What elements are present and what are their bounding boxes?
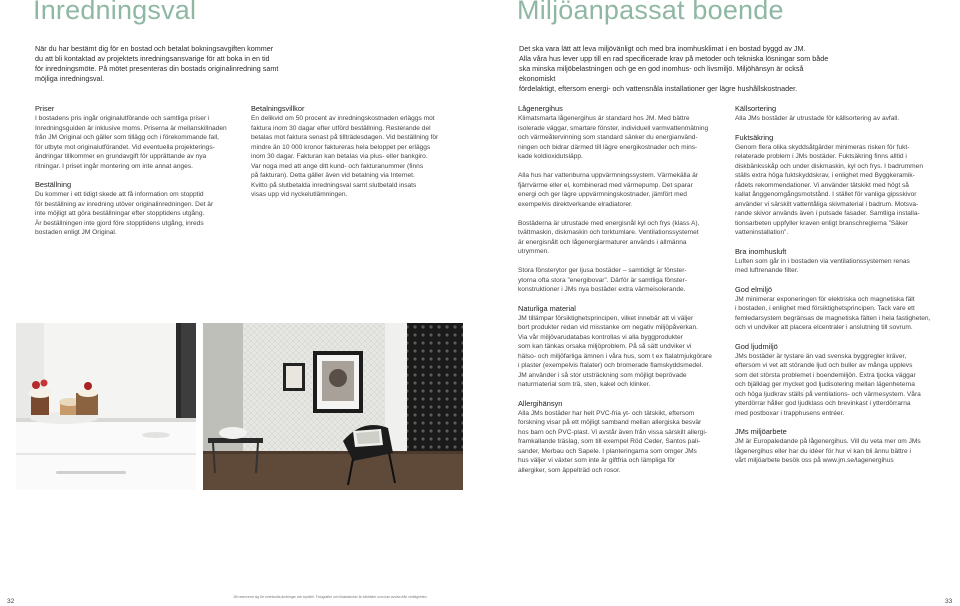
text-line: Stora fönsterytor ger ljusa bostäder – samtidigt är fönster- — [518, 267, 687, 274]
text-line: Alla hus har vattenburna uppvärmningssystem. Värmekälla är — [518, 172, 698, 179]
text-line: Inredningsguiden är inklusive moms. Priserna är mellanskillnaden — [35, 124, 227, 132]
section-heading: Fuktsäkring — [735, 132, 774, 142]
right-column-3 — [518, 104, 726, 484]
text-line: Genom flera olika skyddsåtgärder minimeras risken för fukt- — [735, 143, 910, 151]
section-naturliga-material — [518, 304, 726, 390]
right-intro — [519, 44, 839, 94]
text-line: diskbänksskåp och under diskmaskin, kyl och frys. I badrummen — [735, 162, 924, 170]
text-line: exempelvis direktverkande elradiatorer. — [518, 200, 633, 208]
section-heading: God ljudmiljö — [735, 341, 778, 351]
paragraph — [518, 171, 726, 209]
paragraph — [518, 219, 726, 257]
text-line: ytorna ofta stora ”energibovar”. Därför är samtliga fönster- — [518, 276, 687, 284]
text-line: hos barn och PVC-plast. Vi avstår även från vissa särskilt allergi- — [518, 428, 707, 436]
text-line: rande skivor används även i putsade fasader. Samtliga installa- — [735, 210, 920, 217]
left-column-1 — [35, 104, 240, 247]
text-line: och värmeåtervinning som standard sänker du energianvänd- — [518, 134, 698, 141]
text-line: tvättmaskin, diskmaskin och torktumlare. Ventilationssystemet — [518, 229, 699, 236]
section-heading: Källsortering — [735, 104, 777, 113]
text-line: som kan tänkas orsaka miljöproblem. På så sätt undviker vi — [518, 343, 692, 350]
text-line: är energisnålt och lågenergiarmaturer används i allmänna — [518, 238, 687, 246]
text-line: använder vi särskilt vattentåliga skivmaterial i badrum. Motsva- — [735, 200, 919, 208]
text-line: för utbyte mot originalutförandet. Vid eventuella projekterings- — [35, 143, 215, 151]
text-line: inte möjligt att göra beställningar efter stopptidens utgång. — [35, 210, 205, 217]
text-line: fjärrvärme eller el, kombinerad med värmepump. Det sparar — [518, 181, 693, 189]
text-line: JM är Europaledande på lågenergihus. Vill du veta mer om JMs — [735, 438, 921, 445]
text-line: Luften som går in i bostaden via ventilationssystemen renas — [735, 257, 910, 265]
text-line: kallat ånggenomgångsmotstånd. I stället för vanliga gipsskivor — [735, 191, 917, 198]
paragraph — [518, 266, 726, 295]
intro-line: När du har bestämt dig för en bostad och betalat bokningsavgiften kommer — [35, 44, 274, 53]
section-heading: Priser — [35, 104, 55, 113]
right-page-number: 33 — [945, 598, 953, 605]
text-line: konstruktioner i JMs nya bostäder extra värmeisolerande. — [518, 286, 686, 293]
text-line: allergiker, som äppelträd och rosor. — [518, 466, 621, 474]
section-jms-miljoarbete — [735, 427, 950, 466]
text-line: sander, Merbau och Sapele. I planteringarna som omger JMs — [518, 447, 697, 455]
text-line: Är beställningen inte gjord före stopptidens utgång, inreds — [35, 219, 204, 227]
text-line: i bostaden, i enlighet med försiktighetsprincipen. Tack vare ett — [735, 305, 915, 312]
text-line: framkallande träslag, som till exempel Röd Ceder, Santos pali- — [518, 438, 701, 445]
text-line: faktura inom 30 dagar efter utförd beställning. Resterande del — [251, 124, 431, 132]
section-bra-inomhusluft — [735, 247, 950, 276]
text-line: eftersom vi vet att störande ljud och buller av många upplevs — [735, 362, 913, 369]
intro-line: ska minska miljöbelastningen och ge en god inomhus- och livsmiljö. Miljöhänsyn är också ekonomiskt — [519, 64, 804, 84]
section-allergihansyn — [518, 399, 726, 476]
text-line: Klimatsmarta lågenergihus är standard hos JM. Med bättre — [518, 115, 690, 122]
section-heading: Betalningsvillkor — [251, 104, 305, 113]
section-heading: Lågenergihus — [518, 104, 563, 113]
text-line: En delikvid om 50 procent av inredningskostnaden erläggs mot — [251, 115, 435, 122]
section-heading: Allergihänsyn — [518, 398, 563, 408]
section-bestallning — [35, 180, 240, 238]
section-heading: God elmiljö — [735, 284, 772, 294]
text-line: och bjälklag ger mycket god ljudisolering mellan lägenheterna — [735, 381, 915, 388]
text-line: isolerade väggar, smartare fönster, individuell varmvattenmätning — [518, 124, 709, 132]
living-room-photo — [203, 323, 463, 490]
text-line: i plaster (exempelvis ftalater) och bromerade flamskyddsmedel. — [518, 362, 704, 369]
section-fuktsakring — [735, 133, 950, 238]
text-line: ändringar tillkommer en grundavgift för upprättande av nya — [35, 153, 207, 160]
text-line: ritningar. I priset ingår montering om inte annat anges. — [35, 162, 193, 170]
text-line: utrymmen. — [518, 248, 550, 255]
section-god-elmiljo — [735, 285, 950, 333]
text-line: inom 30 dagar. Fakturan kan betalas via plus- eller bankgiro. — [251, 153, 428, 160]
text-line: rådets rekommendationer. Vi använder tätskikt med högt så — [735, 181, 909, 189]
section-heading: Beställning — [35, 180, 72, 189]
text-line: ytterdörrar håller god ljudklass och brevinkast i ytterdörrarna — [735, 400, 911, 407]
paragraph — [518, 114, 726, 162]
section-priser — [35, 104, 240, 171]
text-line: vatteninstallation”. — [735, 229, 789, 236]
text-line: visas upp vid nyckelutlämningen. — [251, 191, 348, 198]
text-line: I bostadens pris ingår originalutförande och samtliga priser i — [35, 115, 210, 122]
intro-line: du att bli kontaktad av projektets inredningsansvarige för att boka in en tid — [35, 54, 270, 64]
text-line: Via vår miljövarudatabas kontrollas vi alla byggprodukter — [518, 333, 683, 341]
intro-line: Det ska vara lätt att leva miljövänligt och med bra inomhusklimat i en bostad byggd av JM. — [519, 44, 806, 53]
section-lagenergihus — [518, 104, 726, 295]
text-line: Bostäderna är utrustade med energisnål kyl och frys (klass A), — [518, 219, 700, 227]
section-betalningsvillkor — [251, 104, 461, 200]
text-line: naturmaterial som trä, sten, kakel och klinker. — [518, 381, 651, 388]
text-line: JM tillämpar försiktighetsprincipen, vilket innebär att vi väljer — [518, 314, 694, 322]
text-line: betalas mot faktura senast på tillträdesdagen. Vid beställning för — [251, 134, 439, 141]
left-intro — [35, 44, 285, 84]
text-line: Du kommer i ett tidigt skede att få information om stopptid — [35, 191, 204, 198]
text-line: bostaden enligt JM Original. — [35, 229, 117, 236]
text-line: JM minimerar exponeringen för elektriska och magnetiska fält — [735, 295, 915, 303]
text-line: Var noga med att ange ditt kund- och fakturanummer (finns — [251, 162, 424, 170]
intro-line: Alla våra hus lever upp till en rad specificerade krav på metoder och tekniska lösningar som både — [519, 54, 829, 64]
text-line: lågenergihus eller har du idéer för hur vi kan bli ännu bättre i — [735, 447, 911, 455]
left-page-title: Inredningsval — [33, 0, 197, 25]
text-line: femledarsystem begränsas de magnetiska fälten i hela fastigheten, — [735, 314, 931, 322]
intro-line: för inredningsmöte. På mötet presenteras din bostads originalinredning samt — [35, 64, 279, 74]
section-kallsortering — [735, 104, 950, 124]
text-line: med luftrenande filter. — [735, 267, 799, 274]
intro-line: fördelaktigt, eftersom energi- och vattensnåla installationer ger lägre hushållskostnader. — [519, 84, 798, 94]
text-line: Alla JMs bostäder har helt PVC-fria yt- och tätskikt, eftersom — [518, 409, 695, 417]
text-line: vårt miljöarbete besök oss på www.jm.se/lagenergihus — [735, 457, 894, 464]
section-heading: Naturliga material — [518, 303, 576, 313]
text-line: tionsarbeten uppfyller kraven enligt branschreglerna ”Säker — [735, 219, 908, 227]
text-line: från JM Original och gäller som tillägg och i förekommande fall, — [35, 134, 219, 141]
text-line: JM använder i så stor utsträckning som möjligt beprövade — [518, 371, 687, 379]
text-line: energi och ger lägre uppvärmningskostnader, jämfört med — [518, 191, 687, 198]
section-heading: Bra inomhusluft — [735, 246, 787, 256]
text-line: Alla JMs bostäder är utrustade för källsortering av avfall. — [735, 115, 900, 122]
footnote: JM reserverar sig för eventuella ändringar och tryckfel. Fotografier och illustrationer är tolkbilder som kan avvika från verkligheten. — [233, 595, 428, 599]
text-line: och höga ljudkrav ställs på ventilations- och värmesystem. Våra — [735, 390, 921, 398]
section-god-ljudmiljo — [735, 342, 950, 419]
text-line: relaterade problem i JMs bostäder. Fuktsäkring finns alltid i — [735, 153, 907, 160]
text-line: mindre än 10 000 kronor faktureras hela beloppet per erläggs — [251, 143, 431, 151]
right-column-4 — [735, 104, 950, 475]
text-line: hälso- och miljöfarliga ämnen i våra hus, som t ex ftalatmjukgörare — [518, 352, 712, 360]
text-line: som det största problemet i boendemiljön. Extra tjocka väggar — [735, 371, 916, 379]
text-line: och vi undviker att placera elcentraler i anslutning till sovrum. — [735, 324, 913, 331]
text-line: ställs extra höga fuktskyddskrav, i enlighet med Byggkeramik- — [735, 172, 915, 179]
left-page-number: 32 — [7, 598, 15, 605]
text-line: med postboxar i trapphusens entréer. — [735, 409, 845, 417]
text-line: forskning visar på ett möjligt samband mellan allergiska besvär — [518, 419, 702, 426]
section-heading: JMs miljöarbete — [735, 427, 787, 436]
text-line: JMs bostäder är tystare än vad svenska byggregler kräver, — [735, 352, 907, 360]
text-line: bort produkter redan vid misstanke om negativ miljöpåverkan. — [518, 324, 698, 331]
text-line: hus väljer vi växter som inte är giftfria och lämpliga för — [518, 457, 676, 464]
text-line: ningen och bidrar därmed till lägre energikostnader och mins- — [518, 143, 698, 151]
text-line: på fakturan). Detta gäller även vid betalning via Internet. — [251, 172, 415, 179]
text-line: för beställning av inredning utöver originalinredningen. Det är — [35, 200, 214, 208]
text-line: kade koldioxidutsläpp. — [518, 153, 583, 160]
text-line: Kvitto på slutbetalda inredningsval samt slutbetald insats — [251, 181, 417, 189]
right-page-title: Miljöanpassat boende — [517, 0, 784, 25]
left-column-2 — [251, 104, 461, 209]
intro-line: möjliga inredningsval. — [35, 74, 105, 84]
kitchen-photo — [16, 323, 196, 490]
